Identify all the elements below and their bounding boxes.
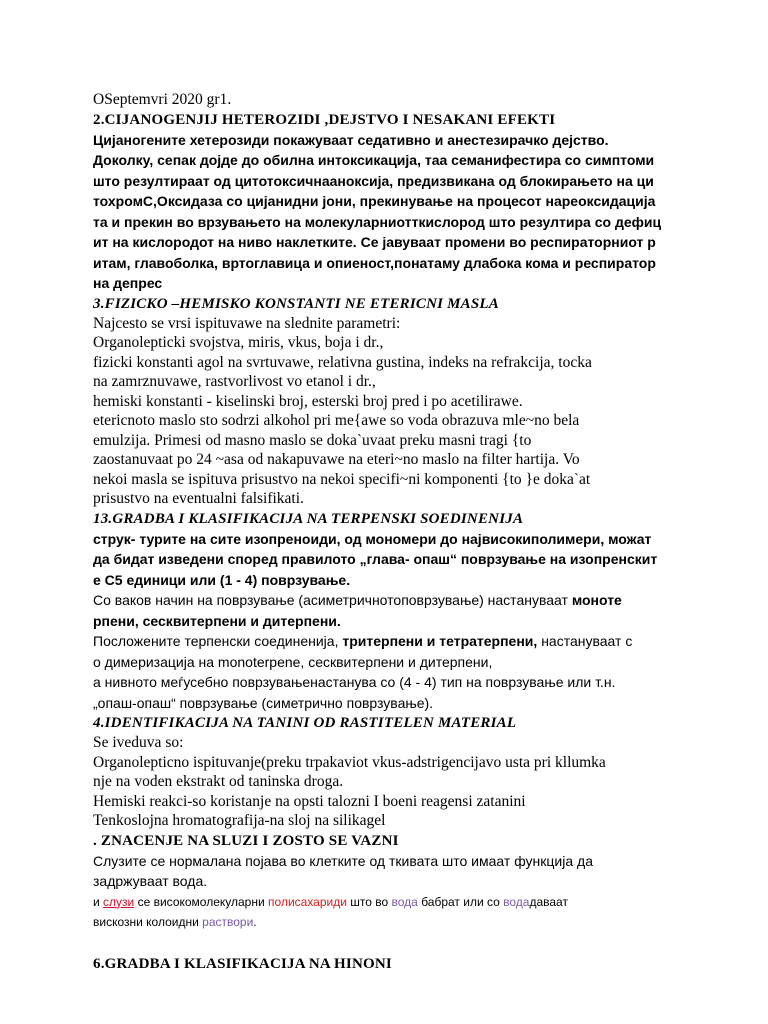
section-5-line: задржуваат вода. [93,873,208,889]
section-4-line: Hemiski reakci-so koristanje na opsti talozni I boeni reagensi zatanini [93,792,526,810]
link-polisaharidi[interactable]: полисахариди [268,894,347,909]
section-3-line: hemiski konstanti - kiselinski broj, esterski broj pred i po acetilirawe. [93,392,523,410]
document-header: OSeptemvri 2020 gr1. [93,91,232,108]
document-page [93,90,683,974]
text-run: и [93,894,104,909]
text-run: Посложените терпенски соединенија, [93,633,343,649]
section-5-line: Слузите се нормалана појава во клетките од ткивата што имаат функција да [93,852,593,869]
text-run: настануваат с [537,633,633,649]
text-run: што во [346,894,392,909]
section-13-line [93,590,683,611]
bold-run: моноте [571,592,622,608]
link-rastvori[interactable]: раствори [202,914,254,929]
section-6-title: 6.GRADBA I KLASIFIKACIJA NA HINONI [93,955,392,972]
section-4-body [93,733,683,831]
link-voda[interactable]: вода [391,894,418,909]
section-3-line: na zamrznuvawe, rastvorlivost vo etanol i dr., [93,373,376,390]
section-2-line: Доколку, сепак дојде до обилна интоксикација, таа семанифестира со симптоми [93,152,655,168]
text-run: се високомолекуларни [134,894,269,909]
section-13-line: рпени, сесквитерпени и дитерпени. [93,612,341,629]
spacer [93,932,683,954]
section-2-line: та и прекин во врзувањето на молекуларниотткислород што резултира со дефиц [93,213,662,230]
section-13-line: „опаш-опаш“ поврзување (симетрично поврзување). [93,694,434,711]
bold-run: тритерпени и тетратерпени, [342,633,538,649]
link-voda-2[interactable]: вода [503,894,530,909]
section-2-line: ит на кислородот на ниво наклетките. Се јавуваат промени во респираторниот р [93,234,656,250]
section-3-line: etericnoto maslo sto sodrzi alkohol pri me{awe so voda obrazuva mle~no bela [93,412,580,429]
section-13-line [93,631,683,652]
text-run: вискозни колоидни [93,914,203,929]
section-13-line: о димеризација на monoterpene, сесквитерпени и дитерпени, [93,653,493,670]
section-3-line: prisustvo na eventualni falsifikati. [93,490,304,507]
section-3-line: Najcesto se vrsi ispituvawe na slednite parametri: [93,314,401,332]
section-4-line: Organolepticno ispituvanje(preku trpakaviot vkus-adstrigencijavo usta pri kllumka [93,753,606,771]
section-3-line: zaostanuvaat po 24 ~asa od nakapuvawe na eteri~no maslo na filter hartija. Vo [93,451,580,468]
section-3-line: nekoi masla se ispituva prisustvo na nekoi specifi~ni komponenti {to }e doka`at [93,470,591,488]
section-2-line: на депрес [93,275,163,291]
section-4-title: 4.IDENTIFIKACIJA NA TANINI OD RASTITELEN MATERIAL [93,715,517,731]
section-5-line [93,892,683,912]
section-2-line: итам, главоболка, вртоглавица и опиеност,понатаму длабока кома и респиратор [93,254,656,271]
section-3-line: emulzija. Primesi od masno maslo se doka`uvaat preku masni tragi {to [93,431,532,449]
section-13-body [93,529,683,714]
section-13-line: е C5 единици или (1 - 4) поврзување. [93,571,351,588]
text-run: бабрат или со [417,894,504,909]
section-2-line: Цијаногените хетерозиди покажуваат седативно и анестезирачко дејство. [93,131,609,148]
link-sluzi[interactable]: слузи [103,894,135,909]
section-4-line: nje na voden ekstrakt od taninska droga. [93,773,344,790]
section-13-line: струк- турите на сите изопреноиди, од мономери до највисокиполимери, можат [93,530,652,547]
text-run: Со ваков начин на поврзување (асиметричнотоповрзување) настануваат [93,592,572,608]
section-5-body [93,851,683,932]
section-4-line: Se iveduva so: [93,734,184,751]
section-13-title: 13.GRADBA I KLASIFIKACIJA NA TERPENSKI SOEDINENIJA [93,510,524,527]
section-4-line: Tenkoslojna hromatografija-na sloj na silikagel [93,812,386,829]
section-2-body [93,130,683,294]
section-13-line: а нивното меѓусебно поврзувањенастанува со (4 - 4) тип на поврзување или т.н. [93,674,616,690]
section-13-line: да бидат изведени според правилото „глава- опаш“ поврзување на изопренскит [93,551,658,567]
section-3-line: Organolepticki svojstva, miris, vkus, boja i dr., [93,334,384,351]
section-5-title: . ZNACENJE NA SLUZI I ZOSTO SE VAZNI [93,832,399,849]
section-3-body [93,314,683,509]
section-2-line: тохромС,Оксидаза со цијанидни јони, прекинување на процесот нареоксидација [93,193,656,209]
section-3-title: 3.FIZICKO –HEMISKO KONSTANTI NE ETERICNI MASLA [93,295,499,312]
section-3-line: fizicki konstanti agol na svrtuvawe, relativna gustina, indeks na refrakcija, tocka [93,353,592,371]
section-2-line: што резултираат од цитотоксичнааноксија, предизвикана од блокирањето на ци [93,172,654,189]
section-2-title: 2.CIJANOGENJIJ HETEROZIDI ,DEJSTVO I NESAKANI EFEKTI [93,111,556,128]
text-run: . [253,914,257,929]
section-5-line [93,912,683,932]
text-run: даваат [529,894,568,909]
